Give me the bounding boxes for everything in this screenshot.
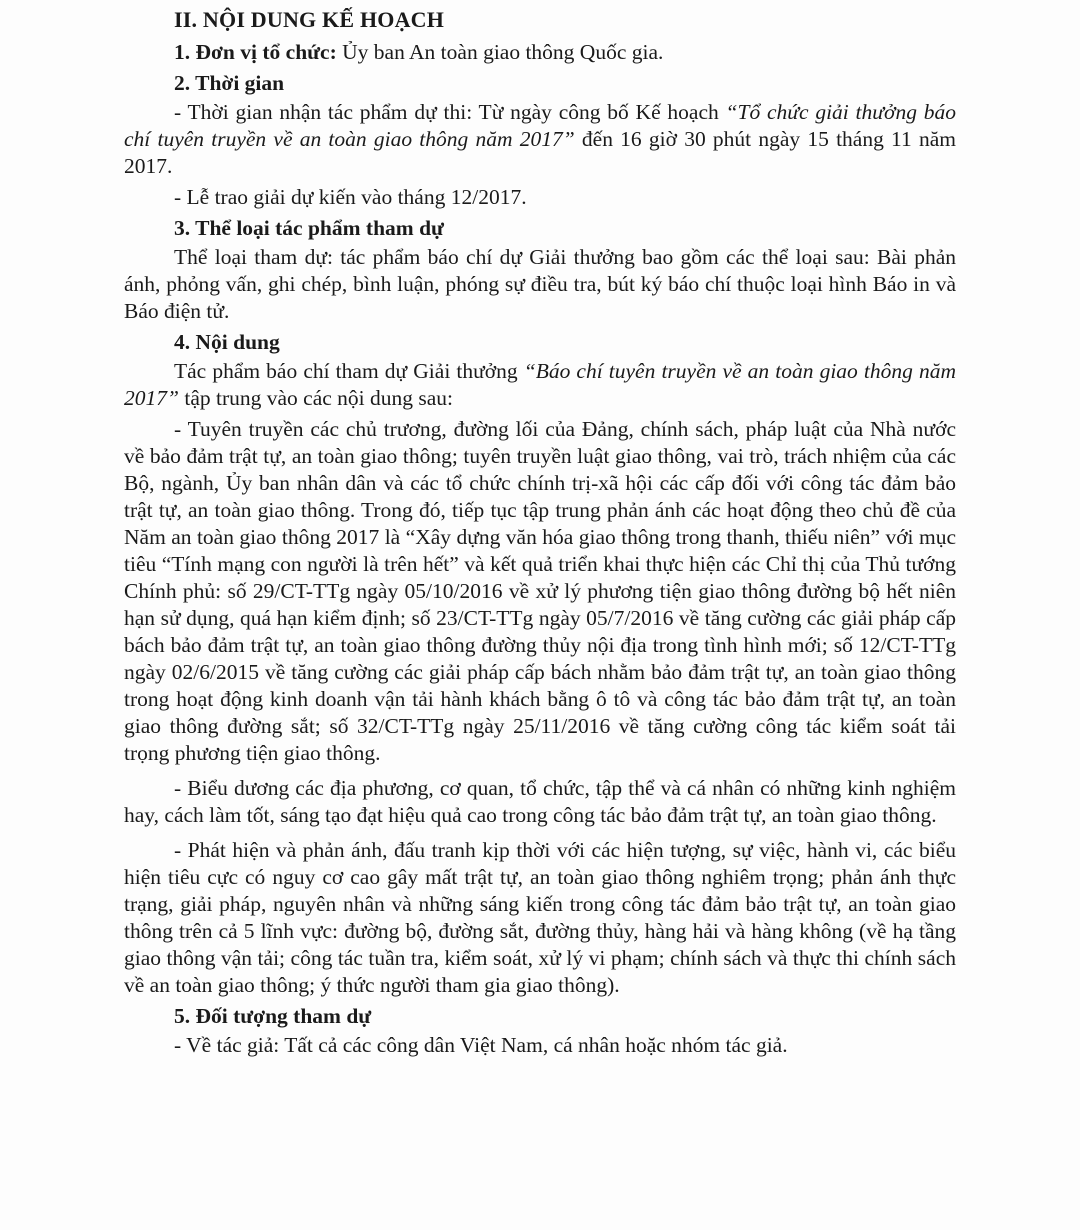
plan-title-italic: “Tổ chức giải thưởng báo chí tuyên truyền về an toàn giao thông năm 2017” [124, 100, 956, 151]
authors-paragraph: - Về tác giả: Tất cả các công dân Việt Nam, cá nhân hoặc nhóm tác giả. [174, 1033, 788, 1057]
participants-heading: 5. Đối tượng tham dự [174, 1004, 372, 1028]
section-title: II. NỘI DUNG KẾ HOẠCH [174, 7, 445, 32]
submission-period-suffix: đến 16 giờ 30 phút ngày 15 tháng 11 năm 2017. [124, 127, 956, 178]
document-body [124, 6, 956, 1063]
content-intro-suffix: tập trung vào các nội dung sau: [178, 386, 454, 410]
genre-paragraph: Thể loại tham dự: tác phẩm báo chí dự Giải thưởng bao gồm các thể loại sau: Bài phản ánh, phỏng vấn, ghi chép, bình luận, phóng sự điều tra, bút ký báo chí thuộc loại hình Báo in và Báo điện tử. [124, 245, 956, 323]
time-heading: 2. Thời gian [174, 71, 285, 95]
propaganda-paragraph: - Tuyên truyền các chủ trương, đường lối của Đảng, chính sách, pháp luật của Nhà nước về bảo đảm trật tự, an toàn giao thông; tuyên truyền luật giao thông, vai trò, trách nhiệm của các Bộ, ngành, Ủy ban nhân dân và các tổ chức chính trị-xã hội các cấp đối với công tác đảm bảo trật tự, an toàn giao thông. Trong đó, tiếp tục tập trung phản ánh các hoạt động theo chủ đề của Năm an toàn giao thông 2017 là “Xây dựng văn hóa giao thông trong thanh, thiếu niên” với mục tiêu “Tính mạng con người là trên hết” và kết quả triển khai thực hiện các Chỉ thị của Thủ tướng Chính phủ: số 29/CT-TTg ngày 05/10/2016 về xử lý phương tiện giao thông đường bộ hết niên hạn sử dụng, quá hạn kiểm định; số 23/CT-TTg ngày 05/7/2016 về tăng cường các giải pháp cấp bách bảo đảm trật tự, an toàn giao thông đường thủy nội địa trong tình hình mới; số 12/CT-TTg ngày 02/6/2015 về tăng cường các giải pháp cấp bách nhằm bảo đảm trật tự, an toàn giao thông trong hoạt động kinh doanh vận tải hành khách bằng ô tô và công tác bảo đảm trật tự, an toàn giao thông đường sắt; số 32/CT-TTg ngày 25/11/2016 về tăng cường công tác kiểm soát tải trọng phương tiện giao thông. [124, 417, 956, 765]
content-heading: 4. Nội dung [174, 330, 280, 354]
organizer-heading: 1. Đơn vị tổ chức: [174, 40, 337, 64]
award-title-italic: “Báo chí tuyên truyền về an toàn giao thông năm 2017” [124, 359, 956, 410]
genre-heading: 3. Thể loại tác phẩm tham dự [174, 216, 444, 240]
organizer-text: Ủy ban An toàn giao thông Quốc gia. [336, 40, 664, 64]
detection-paragraph: - Phát hiện và phản ánh, đấu tranh kịp thời với các hiện tượng, sự việc, hành vi, các biểu hiện tiêu cực có nguy cơ cao gây mất trật tự, an toàn giao thông nghiêm trọng; phản ánh thực trạng, giải pháp, nguyên nhân và những sáng kiến trong công tác đảm bảo trật tự, an toàn giao thông trên cả 5 lĩnh vực: đường bộ, đường sắt, đường thủy, hàng hải và hàng không (về hạ tầng giao thông vận tải; công tác tuần tra, kiểm soát, xử lý vi phạm; chính sách và thực thi chính sách về an toàn giao thông; ý thức người tham gia giao thông). [124, 838, 956, 997]
submission-period-paragraph [124, 99, 956, 180]
organizer-line [174, 39, 956, 66]
commendation-paragraph: - Biểu dương các địa phương, cơ quan, tổ chức, tập thể và cá nhân có những kinh nghiệm hay, cách làm tốt, sáng tạo đạt hiệu quả cao trong công tác bảo đảm trật tự, an toàn giao thông. [124, 776, 956, 827]
content-intro-paragraph [124, 358, 956, 412]
content-intro-prefix: Tác phẩm báo chí tham dự Giải thưởng [174, 359, 524, 383]
submission-period-prefix: - Thời gian nhận tác phẩm dự thi: Từ ngày công bố Kế hoạch [174, 100, 726, 124]
award-ceremony-paragraph: - Lễ trao giải dự kiến vào tháng 12/2017. [174, 185, 527, 209]
